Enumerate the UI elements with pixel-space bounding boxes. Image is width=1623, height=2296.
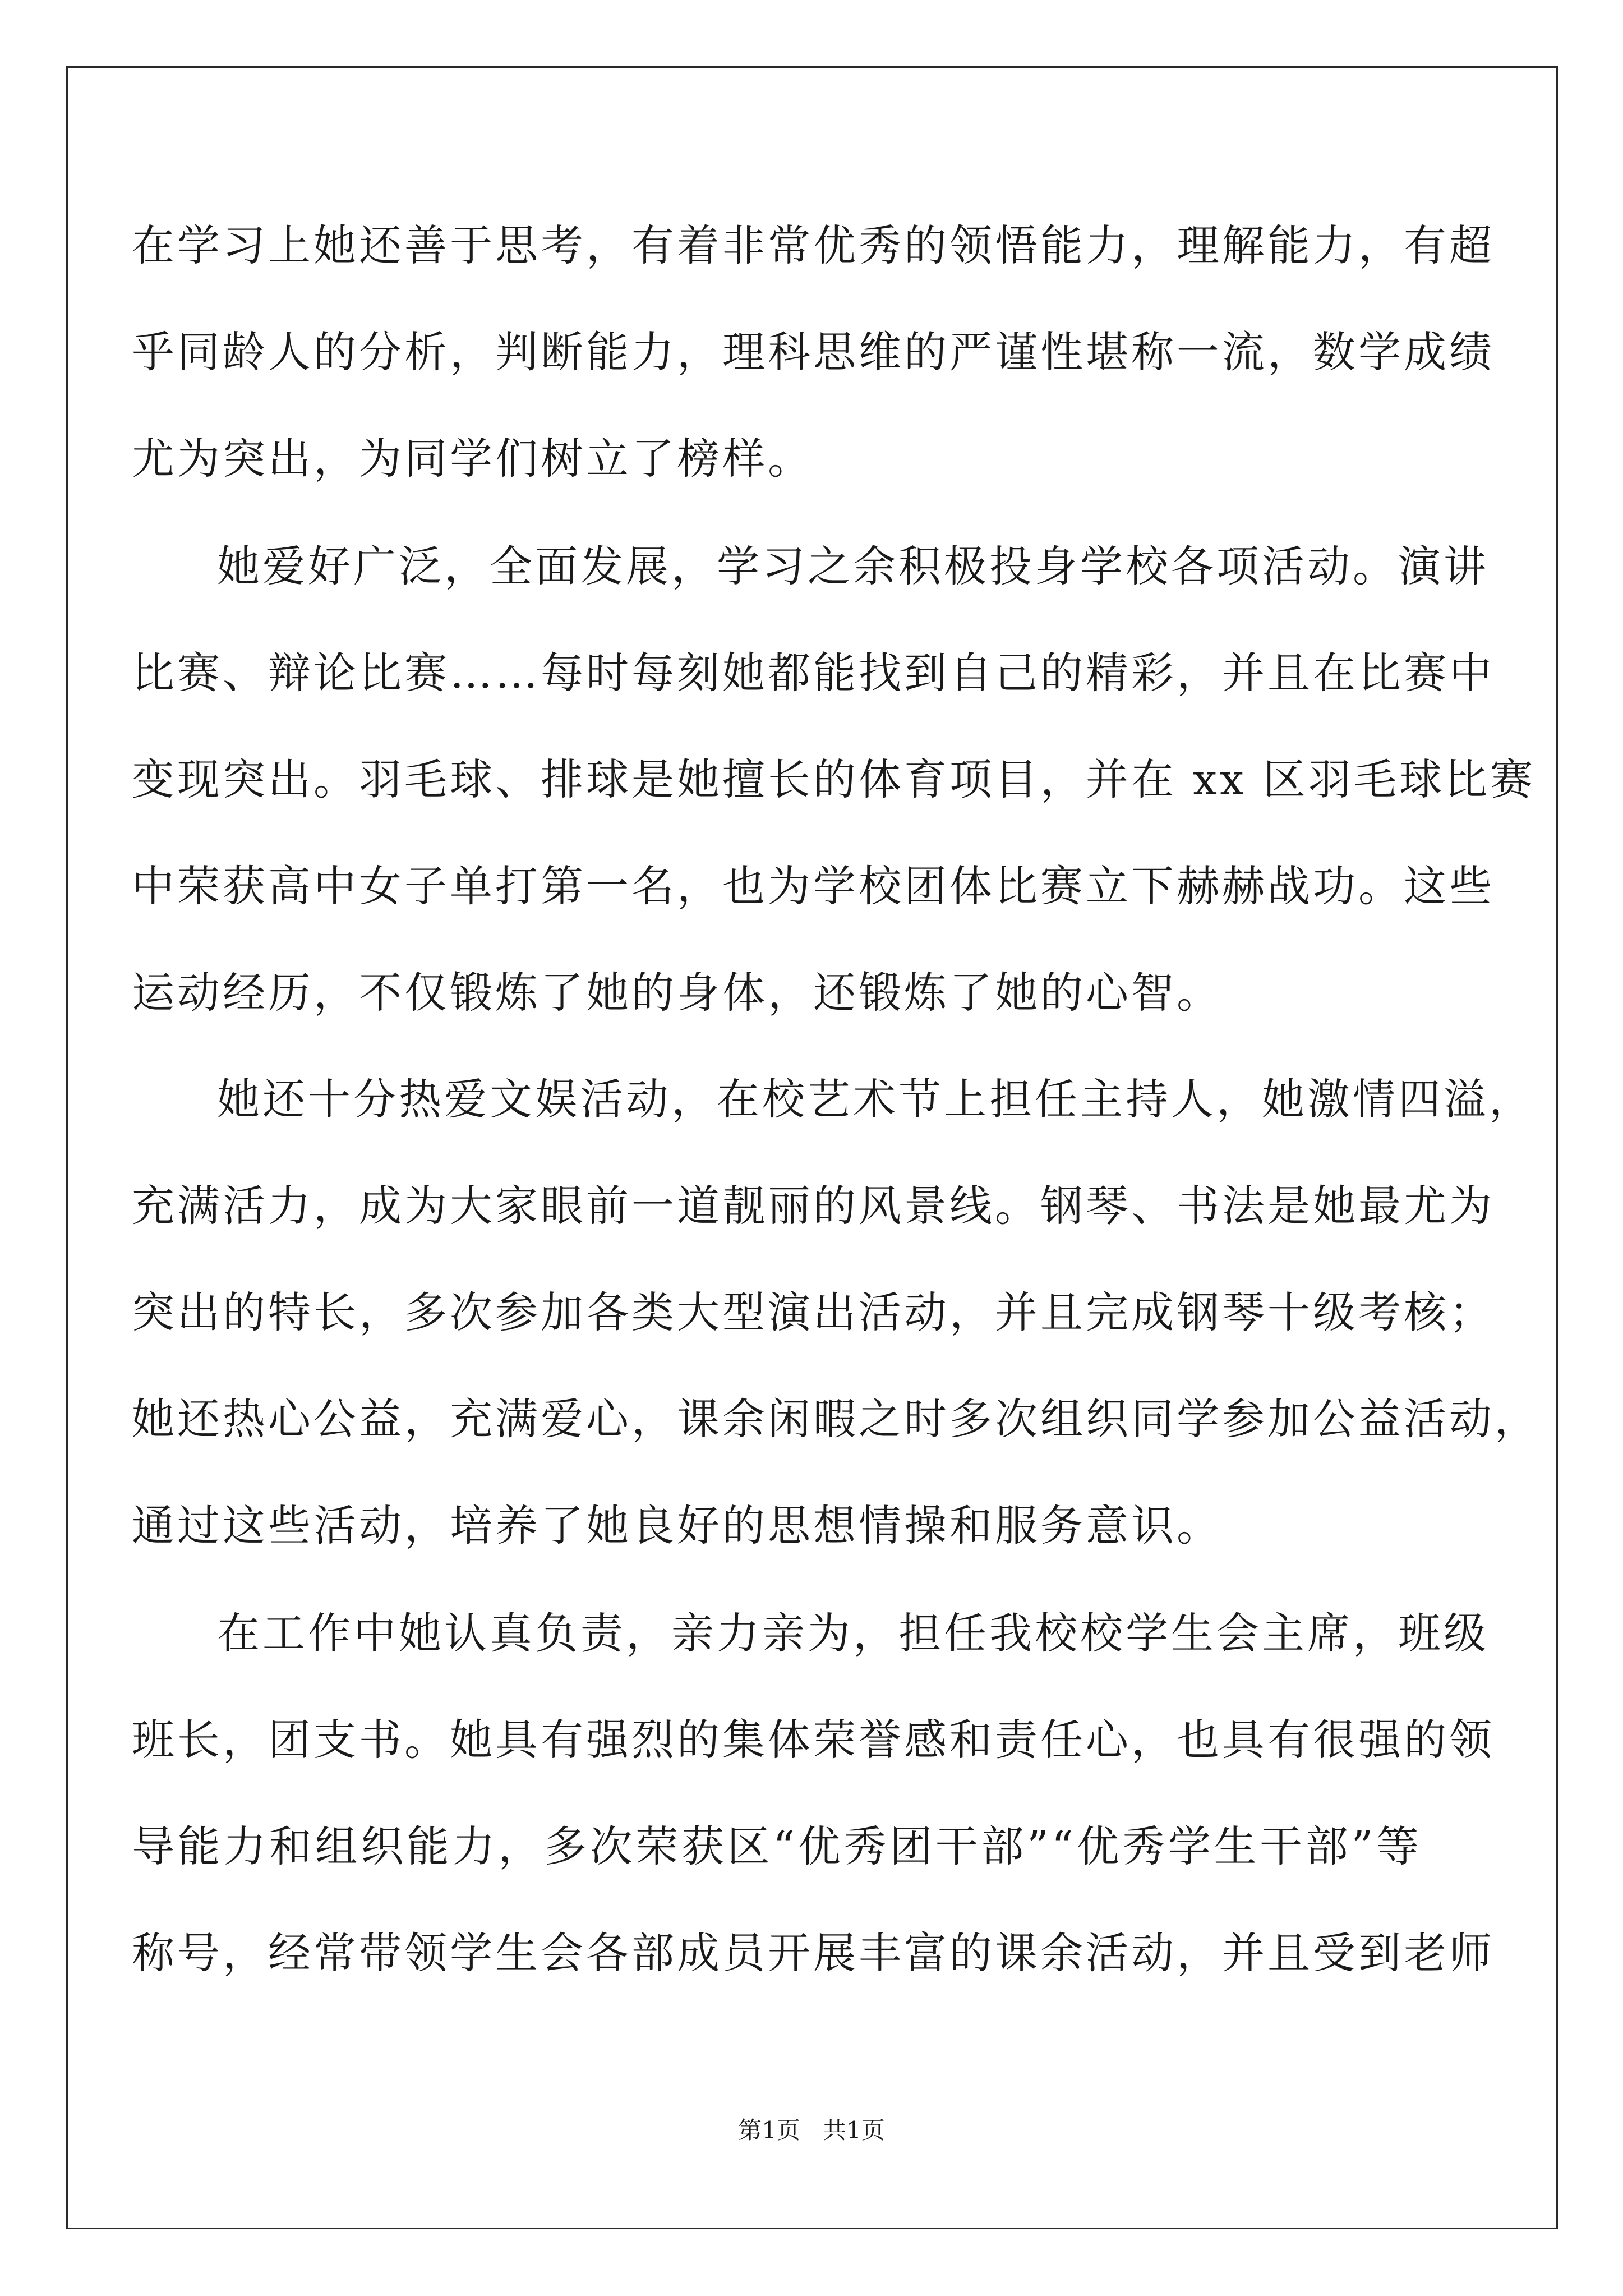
- text-line: 比赛、辩论比赛……每时每刻她都能找到自己的精彩，并且在比赛中: [132, 648, 1495, 698]
- text-line: 导能力和组织能力，多次荣获区“优秀团干部”“优秀学生干部”等: [132, 1821, 1422, 1871]
- paragraph-first-line: 她爱好广泛，全面发展，学习之余积极投身学校各项活动。演讲: [217, 541, 1489, 591]
- page-number-footer: 第1页 共1页: [738, 2116, 885, 2144]
- text-line: 充满活力，成为大家眼前一道靓丽的风景线。钢琴、书法是她最尤为: [132, 1181, 1495, 1231]
- text-line: 称号，经常带领学生会各部成员开展丰富的课余活动，并且受到老师: [132, 1928, 1495, 1978]
- page-border: [66, 66, 1558, 2229]
- text-line: 突出的特长，多次参加各类大型演出活动，并且完成钢琴十级考核；: [132, 1287, 1495, 1337]
- text-line: 在学习上她还善于思考，有着非常优秀的领悟能力，理解能力，有超: [132, 220, 1495, 270]
- text-line: 她还热心公益，充满爱心，课余闲暇之时多次组织同学参加公益活动，: [132, 1394, 1540, 1444]
- text-line: 运动经历，不仅锻炼了她的身体，还锻炼了她的心智。: [132, 968, 1222, 1018]
- text-line: 乎同龄人的分析，判断能力，理科思维的严谨性堪称一流，数学成绩: [132, 327, 1495, 377]
- paragraph-first-line: 她还十分热爱文娱活动，在校艺术节上担任主持人，她激情四溢，: [217, 1074, 1534, 1124]
- paragraph-first-line: 在工作中她认真负责，亲力亲为，担任我校校学生会主席，班级: [217, 1608, 1489, 1658]
- text-line: 通过这些活动，培养了她良好的思想情操和服务意识。: [132, 1501, 1222, 1550]
- text-line: 变现突出。羽毛球、排球是她擅长的体育项目，并在 xx 区羽毛球比赛: [132, 754, 1536, 804]
- text-line: 班长，团支书。她具有强烈的集体荣誉感和责任心，也具有很强的领: [132, 1715, 1495, 1765]
- text-line: 中荣获高中女子单打第一名，也为学校团体比赛立下赫赫战功。这些: [132, 861, 1495, 911]
- text-line: 尤为突出，为同学们树立了榜样。: [132, 434, 813, 484]
